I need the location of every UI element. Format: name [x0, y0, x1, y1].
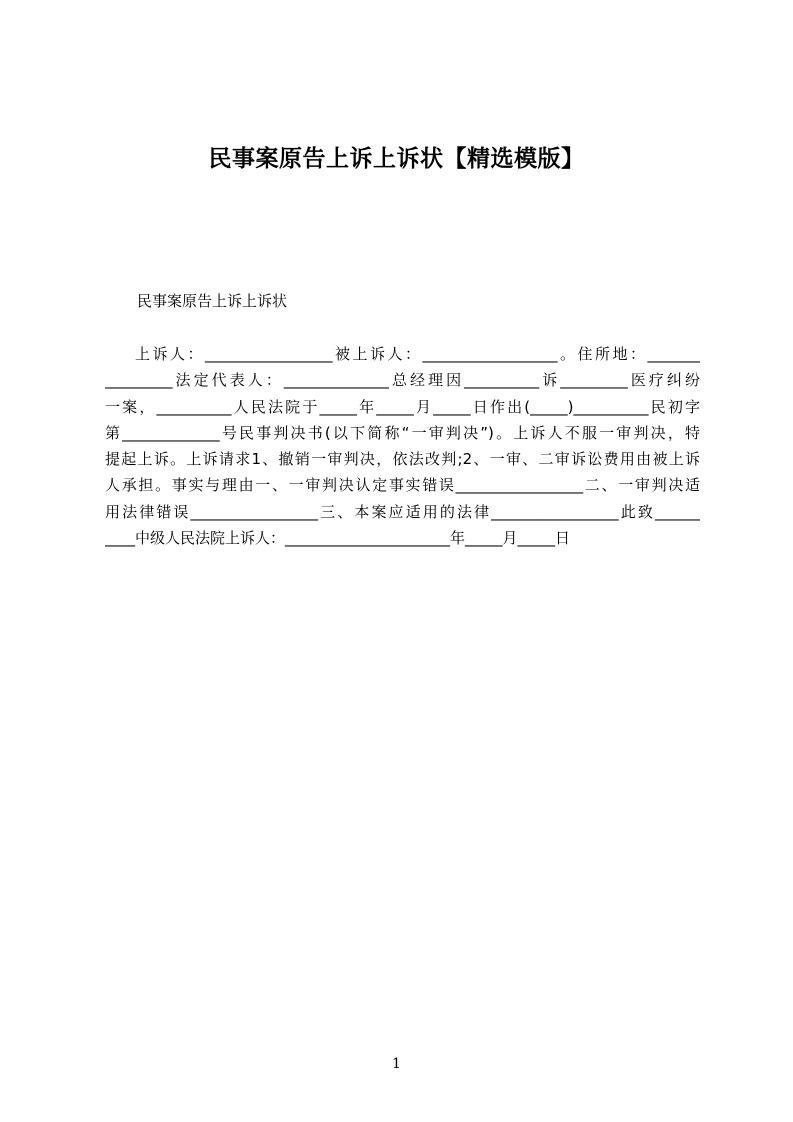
page-number: 1: [392, 1056, 401, 1072]
document-subtitle: 民事案原告上诉上诉状: [137, 292, 288, 310]
body-line: 上诉人：_________________被上诉人：__________________。住所地：_______: [135, 345, 700, 363]
body-line: 用法律错误_________________三、本案应适用的法律_________________此致______: [105, 502, 700, 521]
page-title: 民事案原告上诉上诉状【精选模版】: [208, 146, 585, 172]
body-line: 人承担。事实与理由一、一审判决认定事实错误_________________二、一审判决适: [105, 476, 700, 495]
body-line: 提起上诉。上诉请求1、撤销一审判决，依法改判;2、一审、二审诉讼费用由被上诉: [105, 450, 700, 469]
body-line: 一案，__________人民法院于_____年_____月_____日作出(_____)__________民初字: [105, 397, 700, 416]
document-body: [105, 341, 700, 551]
body-line: 第_____________号民事判决书(以下简称“一审判决”)。上诉人不服一审判决，特: [105, 423, 700, 442]
body-line: _________法定代表人：______________总经理因__________诉_________医疗纠纷: [105, 371, 700, 390]
body-line: ____中级人民法院上诉人：______________________年_____月_____日: [105, 529, 571, 548]
